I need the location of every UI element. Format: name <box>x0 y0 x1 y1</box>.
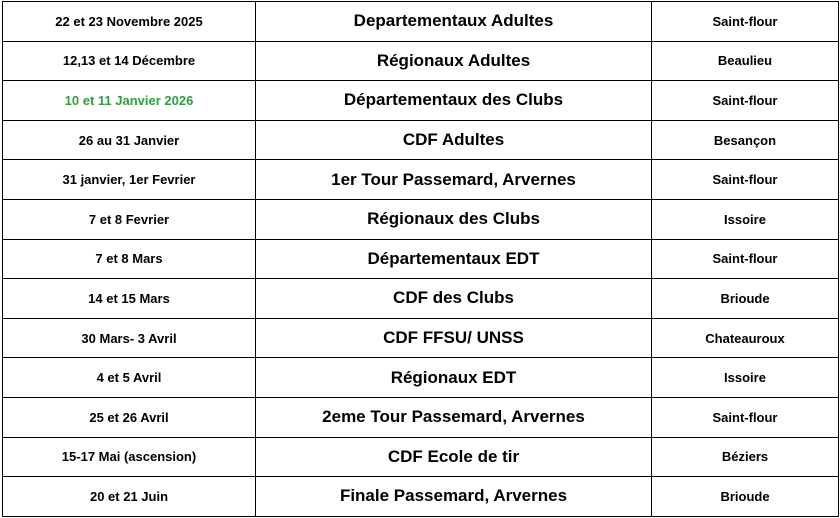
schedule-body <box>3 2 839 517</box>
date-cell: 25 et 26 Avril <box>3 397 256 437</box>
date-cell: 20 et 21 Juin <box>3 477 256 517</box>
table-row <box>3 397 839 437</box>
event-cell: CDF des Clubs <box>256 279 652 319</box>
table-row <box>3 120 839 160</box>
date-cell: 31 janvier, 1er Fevrier <box>3 160 256 200</box>
date-cell: 30 Mars- 3 Avril <box>3 318 256 358</box>
place-cell: Chateauroux <box>652 318 839 358</box>
table-row <box>3 279 839 319</box>
table-row <box>3 477 839 517</box>
place-cell: Brioude <box>652 477 839 517</box>
table-row <box>3 239 839 279</box>
place-cell: Issoire <box>652 199 839 239</box>
date-cell: 7 et 8 Mars <box>3 239 256 279</box>
schedule-table <box>2 1 839 517</box>
place-cell: Beaulieu <box>652 41 839 81</box>
table-row <box>3 318 839 358</box>
event-cell: Régionaux EDT <box>256 358 652 398</box>
place-cell: Béziers <box>652 437 839 477</box>
date-cell: 14 et 15 Mars <box>3 279 256 319</box>
event-cell: Departementaux Adultes <box>256 2 652 42</box>
table-row <box>3 2 839 42</box>
table-row <box>3 358 839 398</box>
date-cell: 22 et 23 Novembre 2025 <box>3 2 256 42</box>
table-row <box>3 199 839 239</box>
date-cell: 15-17 Mai (ascension) <box>3 437 256 477</box>
date-cell: 26 au 31 Janvier <box>3 120 256 160</box>
event-cell: Départementaux EDT <box>256 239 652 279</box>
table-row <box>3 41 839 81</box>
place-cell: Besançon <box>652 120 839 160</box>
event-cell: 1er Tour Passemard, Arvernes <box>256 160 652 200</box>
place-cell: Saint-flour <box>652 239 839 279</box>
event-cell: CDF Ecole de tir <box>256 437 652 477</box>
event-cell: CDF FFSU/ UNSS <box>256 318 652 358</box>
place-cell: Saint-flour <box>652 160 839 200</box>
event-cell: 2eme Tour Passemard, Arvernes <box>256 397 652 437</box>
table-row <box>3 81 839 121</box>
date-cell: 4 et 5 Avril <box>3 358 256 398</box>
place-cell: Saint-flour <box>652 397 839 437</box>
date-cell: 12,13 et 14 Décembre <box>3 41 256 81</box>
place-cell: Brioude <box>652 279 839 319</box>
table-row <box>3 437 839 477</box>
place-cell: Saint-flour <box>652 2 839 42</box>
event-cell: Régionaux Adultes <box>256 41 652 81</box>
table-row <box>3 160 839 200</box>
place-cell: Issoire <box>652 358 839 398</box>
place-cell: Saint-flour <box>652 81 839 121</box>
event-cell: Régionaux des Clubs <box>256 199 652 239</box>
event-cell: CDF Adultes <box>256 120 652 160</box>
date-cell: 7 et 8 Fevrier <box>3 199 256 239</box>
event-cell: Finale Passemard, Arvernes <box>256 477 652 517</box>
date-cell: 10 et 11 Janvier 2026 <box>3 81 256 121</box>
event-cell: Départementaux des Clubs <box>256 81 652 121</box>
